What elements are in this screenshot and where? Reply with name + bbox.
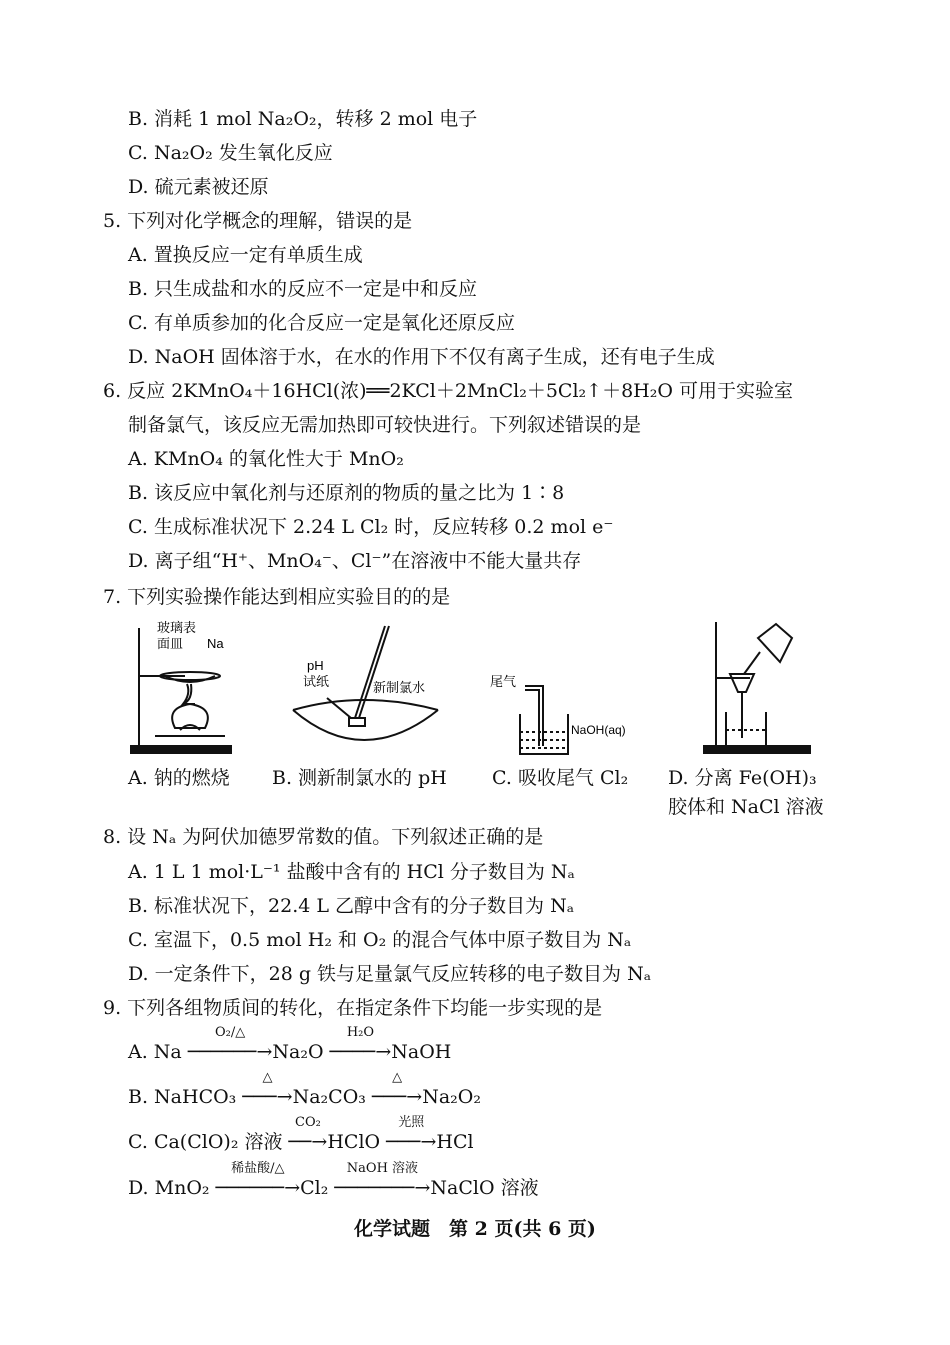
q9-b-mid: Na₂CO₃ xyxy=(292,1086,366,1108)
q8-option-c: C. 室温下，0.5 mol H₂ 和 O₂ 的混合气体中原子数目为 Nₐ xyxy=(128,929,632,951)
q9-c-arrow1 xyxy=(288,1115,328,1154)
q6-option-c: C. 生成标准状况下 2.24 L Cl₂ 时，反应转移 0.2 mol e⁻ xyxy=(128,516,614,538)
q9-a-end: NaOH xyxy=(391,1041,452,1063)
q7-option-b: B. 测新制氯水的 pH xyxy=(272,767,447,789)
label-tail-gas: 尾气 xyxy=(490,674,517,689)
q6-stem-line1: 6. 反应 2KMnO₄＋16HCl(浓)══2KCl＋2MnCl₂＋5Cl₂↑＋8H₂O 可用于实验室 xyxy=(103,380,793,402)
q7-stem: 7. 下列实验操作能达到相应实验目的的是 xyxy=(103,586,451,608)
q9-c-cond1: CO₂ xyxy=(295,1115,321,1130)
q9-a-arrow1 xyxy=(187,1025,273,1064)
q7-option-d-line2: 胶体和 NaCl 溶液 xyxy=(668,796,824,818)
q9-b-end: Na₂O₂ xyxy=(422,1086,481,1108)
q9-b-cond1: △ xyxy=(262,1070,273,1085)
q9-c-arrow2 xyxy=(386,1115,437,1154)
q9-d-start: D. MnO₂ xyxy=(128,1177,210,1199)
q6-option-d: D. 离子组“H⁺、MnO₄⁻、Cl⁻”在溶液中不能大量共存 xyxy=(128,550,582,572)
q5-option-d: D. NaOH 固体溶于水，在水的作用下不仅有离子生成，还有电子生成 xyxy=(128,346,715,368)
diagram-sodium-burning xyxy=(125,618,240,758)
right-arrow-icon: ───→ xyxy=(386,1131,437,1153)
q9-b-start: B. NaHCO₃ xyxy=(128,1086,237,1108)
label-ph: pH xyxy=(307,658,324,673)
q9-option-c xyxy=(128,1115,474,1154)
label-na: Na xyxy=(207,636,224,651)
q9-d-arrow2 xyxy=(334,1161,431,1200)
q6-option-a: A. KMnO₄ 的氧化性大于 MnO₂ xyxy=(128,448,404,470)
q5-stem: 5. 下列对化学概念的理解，错误的是 xyxy=(103,210,413,232)
q9-a-mid: Na₂O xyxy=(272,1041,324,1063)
right-arrow-icon: ───────→ xyxy=(334,1177,431,1199)
q9-a-cond2: H₂O xyxy=(346,1025,375,1040)
label-naoh: NaOH(aq) xyxy=(571,723,626,737)
q8-option-d: D. 一定条件下，28 g 铁与足量氯气反应转移的电子数目为 Nₐ xyxy=(128,963,652,985)
q9-option-a xyxy=(128,1025,452,1064)
q4-option-b: B. 消耗 1 mol Na₂O₂，转移 2 mol 电子 xyxy=(128,108,478,130)
label-watch-glass: 玻璃表 xyxy=(157,620,197,635)
q9-option-d xyxy=(128,1161,539,1200)
right-arrow-icon: ────→ xyxy=(329,1041,392,1063)
q7-option-c: C. 吸收尾气 Cl₂ xyxy=(492,767,629,789)
page-footer: 化学试题 第 2 页(共 6 页) xyxy=(354,1218,596,1240)
q6-stem-line2: 制备氯气，该反应无需加热即可较快进行。下列叙述错误的是 xyxy=(128,414,642,436)
diagram-filtration xyxy=(700,618,830,758)
right-arrow-icon: ──→ xyxy=(288,1131,328,1153)
right-arrow-icon: ──────→ xyxy=(215,1177,301,1199)
q9-option-b xyxy=(128,1070,481,1109)
q9-b-cond2: △ xyxy=(392,1070,403,1085)
q9-a-cond1: O₂/△ xyxy=(214,1025,246,1040)
q5-option-b: B. 只生成盐和水的反应不一定是中和反应 xyxy=(128,278,478,300)
q9-stem: 9. 下列各组物质间的转化，在指定条件下均能一步实现的是 xyxy=(103,997,603,1019)
q9-d-arrow1 xyxy=(215,1161,301,1200)
right-arrow-icon: ───→ xyxy=(242,1086,293,1108)
q8-option-a: A. 1 L 1 mol·L⁻¹ 盐酸中含有的 HCl 分子数目为 Nₐ xyxy=(128,861,575,883)
q8-option-b: B. 标准状况下，22.4 L 乙醇中含有的分子数目为 Nₐ xyxy=(128,895,575,917)
q9-c-cond2: 光照 xyxy=(398,1115,425,1130)
label-paper: 试纸 xyxy=(303,674,330,689)
q9-d-cond2: NaOH 溶液 xyxy=(346,1161,419,1176)
diagram-tail-gas xyxy=(485,660,645,760)
q9-d-cond1: 稀盐酸/△ xyxy=(231,1161,285,1176)
label-dish: 面皿 xyxy=(157,636,184,651)
q8-stem: 8. 设 Nₐ 为阿伏加德罗常数的值。下列叙述正确的是 xyxy=(103,826,544,848)
q7-option-a: A. 钠的燃烧 xyxy=(128,767,230,789)
q9-a-start: A. Na xyxy=(128,1041,182,1063)
q9-d-end: NaClO 溶液 xyxy=(430,1177,539,1199)
q9-a-arrow2 xyxy=(329,1025,392,1064)
q6-option-b: B. 该反应中氧化剂与还原剂的物质的量之比为 1∶8 xyxy=(128,482,565,504)
q4-option-c: C. Na₂O₂ 发生氧化反应 xyxy=(128,142,333,164)
q4-option-d: D. 硫元素被还原 xyxy=(128,176,269,198)
q9-b-arrow2 xyxy=(371,1070,423,1109)
right-arrow-icon: ──────→ xyxy=(187,1041,273,1063)
q9-c-mid: HClO xyxy=(327,1131,381,1153)
q5-option-a: A. 置换反应一定有单质生成 xyxy=(128,244,363,266)
q7-option-d-line1: D. 分离 Fe(OH)₃ xyxy=(668,767,817,789)
q5-option-c: C. 有单质参加的化合反应一定是氧化还原反应 xyxy=(128,312,515,334)
q9-b-arrow1 xyxy=(242,1070,293,1109)
right-arrow-icon: ───→ xyxy=(371,1086,423,1108)
q9-c-end: HCl xyxy=(436,1131,474,1153)
q9-d-mid: Cl₂ xyxy=(300,1177,329,1199)
label-chlorine-water: 新制氯水 xyxy=(373,680,426,695)
q9-c-start: C. Ca(ClO)₂ 溶液 xyxy=(128,1131,283,1153)
diagram-ph-test xyxy=(285,618,445,748)
